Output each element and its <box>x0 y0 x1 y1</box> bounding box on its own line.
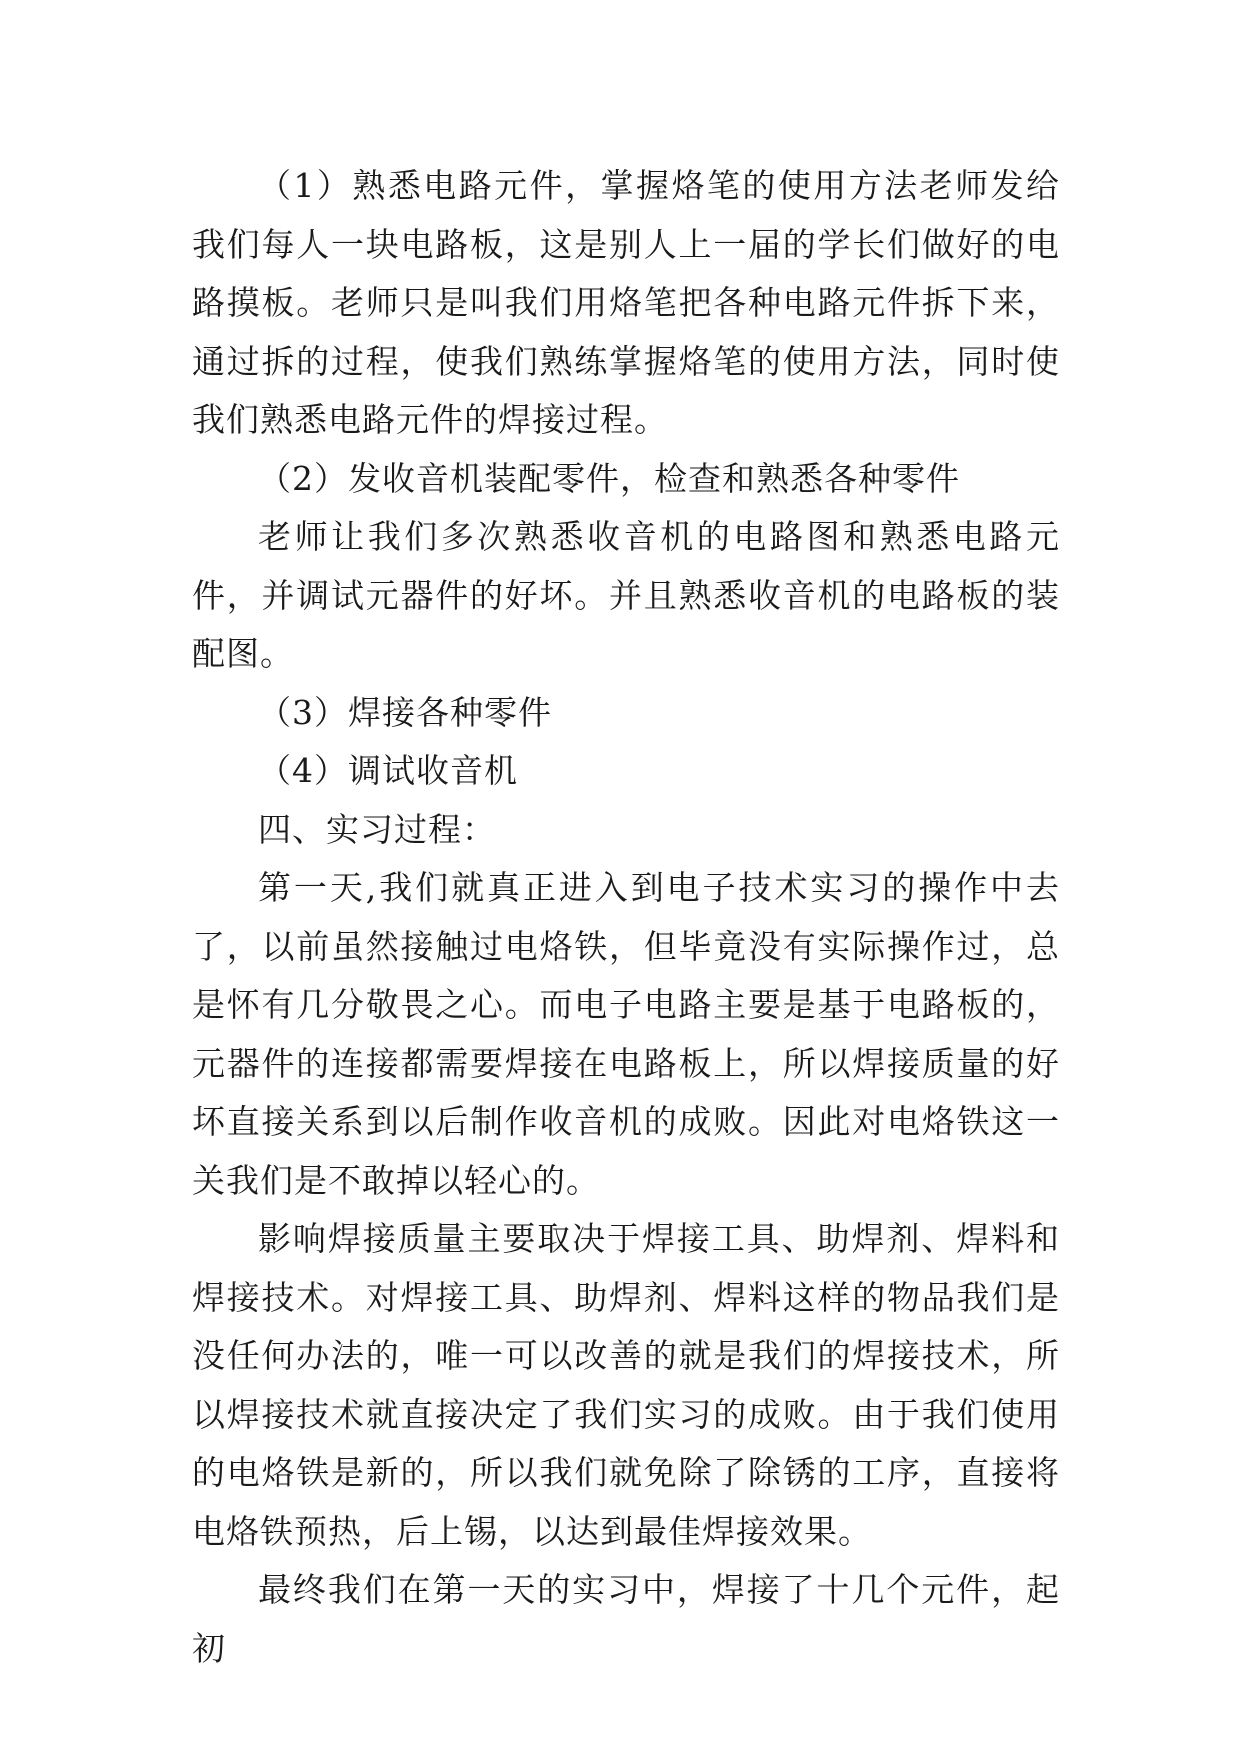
paragraph-step-3: （3）焊接各种零件 <box>258 692 552 732</box>
paragraph-day-one-result: 最终我们在第一天的实习中，焊接了十几个元件，起初 <box>192 1570 1060 1668</box>
paragraph-day-one: 第一天,我们就真正进入到电子技术实习的操作中去了，以前虽然接触过电烙铁，但毕竟没有实际操作过，总是怀有几分敬畏之心。而电子电路主要是基于电路板的，元器件的连接都需要焊接在电路板上，所以焊接质量的好坏直接关系到以后制作收音机的成败。因此对电烙铁这一关我们是不敢掉以轻心的。 <box>192 868 1060 1200</box>
paragraph-step-2: （2）发收音机装配零件，检查和熟悉各种零件 <box>258 458 960 498</box>
paragraph-step-1: （1）熟悉电路元件，掌握烙笔的使用方法老师发给我们每人一块电路板，这是别人上一届的学长们做好的电路摸板。老师只是叫我们用烙笔把各种电路元件拆下来，通过拆的过程，使我们熟练掌握烙笔的使用方法，同时使我们熟悉电路元件的焊接过程。 <box>192 166 1060 439</box>
document-body <box>192 157 1060 1678</box>
section-heading-process: 四、实习过程： <box>258 809 496 849</box>
paragraph-step-2-detail: 老师让我们多次熟悉收音机的电路图和熟悉电路元件，并调试元器件的好坏。并且熟悉收音机的电路板的装配图。 <box>192 517 1060 673</box>
paragraph-step-4: （4）调试收音机 <box>258 751 518 790</box>
paragraph-welding-quality: 影响焊接质量主要取决于焊接工具、助焊剂、焊料和焊接技术。对焊接工具、助焊剂、焊料这样的物品我们是没任何办法的，唯一可以改善的就是我们的焊接技术，所以焊接技术就直接决定了我们实习的成败。由于我们使用的电烙铁是新的，所以我们就免除了除锈的工序，直接将电烙铁预热，后上锡，以达到最佳焊接效果。 <box>192 1219 1060 1551</box>
